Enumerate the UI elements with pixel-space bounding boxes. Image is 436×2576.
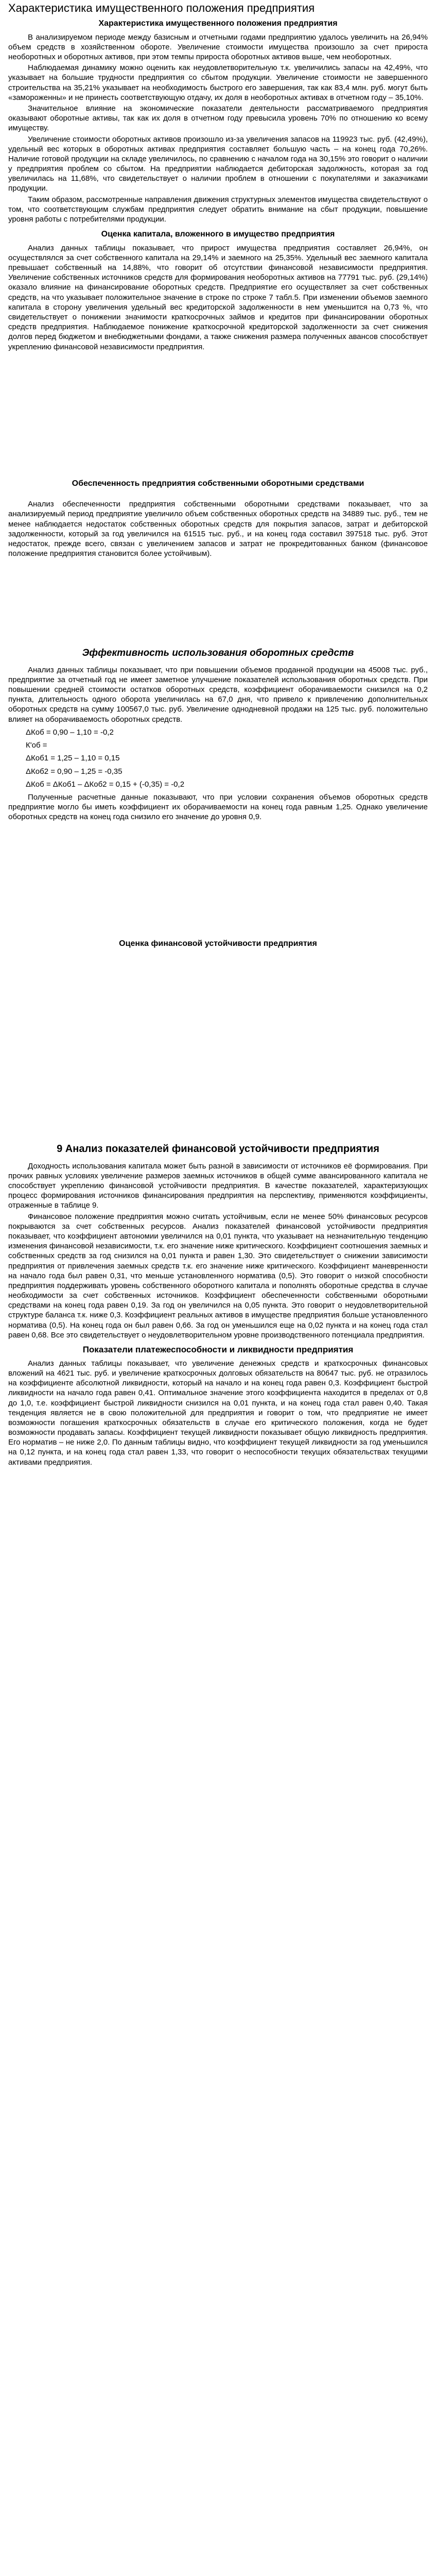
formula-line: ΔКоб = ΔКоб1 – ΔКоб2 = 0,15 + (-0,35) = -0,2 [26, 779, 185, 789]
section-heading: Эффективность использования оборотных средств [82, 648, 354, 659]
paragraph: Полученные расчетные данные показывают, что при условии сохранения объемов оборотных средств предприятие могло бы иметь коэффициент их оборачиваемости на конец года равным 1,25. Однако увеличение оборотных средств на конец года снизило его значение до уровня 0,9. [8, 793, 428, 822]
paragraph: Анализ данных таблицы показывает, что увеличение денежных средств и краткосрочных финансовых вложений на 4621 тыс. руб. и увеличение краткосрочных долговых обязательств на 80647 тыс. руб. не отразилось на коэффициенте абсолютной ликвидности, который на начало и на конец года равен 0,3. Коэффициент быстрой ликвидности на начало года равен 0,41. Оптимальное значение этого коэффициента находится в пределах от 0,8 до 1,0, т.е. коэффициент быстрой ликвидности снизился на 0,01 пункта, и на конец года стал равен 0,40. Такая тенденция является не в свою положительной для предприятия и говорит о том, что предприятие не имеет возможности погашения краткосрочных обязательств в случае его критического положения, когда не будет возможности продавать запасы. Коэффициент текущей ликвидности показывает общую ликвидность предприятия. Его норматив – не ниже 2,0. По данным таблицы видно, что коэффициент текущей ликвидности за год уменьшился на 0,12 пункта, и на конец года стал равен 1,33, что говорит о неспособности текущих обязательствах текущими активами предприятия. [8, 1359, 428, 1467]
section-property-status [8, 19, 428, 224]
blank-space [8, 560, 428, 647]
section-heading: Показатели платежеспособности и ликвидности предприятия [82, 1345, 354, 1354]
formula-block [26, 726, 428, 790]
formula-line: ΔКоб1 = 1,25 – 1,10 = 0,15 [26, 754, 120, 763]
document-page [0, 1, 436, 1467]
formula-line: К'об = [26, 741, 47, 750]
section-own-working-capital [8, 479, 428, 559]
paragraph: Значительное влияние на экономические показатели деятельности рассматриваемого предприятия оказывают оборотные активы, так как их доля в отчетном году превысила уровень 70% по отношению ко всему имуществу. [8, 104, 428, 133]
paragraph: Доходность использования капитала может быть разной в зависимости от источников её формирования. При прочих равных условиях увеличение размеров заемных источников в общей сумме авансированного капитала не способствует укреплению финансовой устойчивости предприятия. В качестве показателей, характеризующих процесс формирования источников финансирования предприятия на перспективу, применяются коэффициенты, отраженные в таблице 9. [8, 1161, 428, 1210]
paragraph: Наблюдаемая динамику можно оценить как неудовлетворительную т.к. увеличились запасы на 42,49%, что указывает на большие трудности предприятия со сбытом продукции. Увеличение стоимости не завершенного строительства на 35,21% указывает на необходимость быстрого его завершения, так как 83,4 млн. руб. могут быть «замороженны» и не принесть соответствующую отдачу, их доля в необоротных активах в отчетном году – 35,10%. [8, 63, 428, 102]
blank-space [8, 952, 428, 1143]
paragraph: Анализ данных таблицы показывает, что прирост имущества предприятия составляет 26,94%, он осуществлялся за счет собственного капитала на 29,14% и заемного на 25,35%. Удельный вес заемного капитала превышает собственный на 14,88%, что говорит об отсутствии финансовой независимости предприятия. Увеличение собственных источников средств для формирования необоротных активов на 77791 тыс. руб. (29,14%) оказало влияние на финансирование оборотных средств. Предприятие его осуществляет за счет собственных средств, на что указывает положительное значение в строке по строке 7 табл.5. При изменении объемов заемного капитала в сторону увеличения удельный вес кредиторской задолженности в нем уменьшится на 0,73 %, что свидетельствует о понижении значимости краткосрочных займов и кредитов при финансировании оборотных средств предприятия. Наблюдаемое понижение краткосрочной кредиторской задолженности за счет снижения долгов перед бюджетом и внебюджетными фондами, а также снижения размера полученных авансов способствует укреплению финансовой независимости предприятия. [8, 243, 428, 351]
section-financial-stability-indicators [8, 1143, 428, 1340]
section-heading: Обеспеченность предприятия собственными оборотными средствами [72, 479, 364, 488]
section-heading: 9 Анализ показателей финансовой устойчивости предприятия [57, 1143, 379, 1155]
formula-line: ΔКоб2 = 0,90 – 1,25 = -0,35 [26, 767, 123, 776]
paragraph: В анализируемом периоде между базисным и отчетными годами предприятию удалось увеличить на 26,94% объем средств в хозяйственном обороте. Увеличение стоимости имущества произошло за счет прироста необоротных и оборотных активов, при этом темпы прироста оборотных активов выше, чем необоротных. [8, 32, 428, 61]
formula-line: ΔКоб = 0,90 – 1,10 = -0,2 [26, 727, 114, 737]
section-heading: Оценка финансовой устойчивости предприятия [119, 939, 317, 948]
blank-space [8, 353, 428, 477]
paragraph: Увеличение стоимости оборотных активов произошло из-за увеличения запасов на 119923 тыс. руб. (42,49%), удельный вес которых в оборотных активах предприятия составляет большую часть – на конец года 70,26%. Наличие готовой продукции на складе увеличилось, по сравнению с началом года на 30,15% это говорит о наличии у предприятия проблем со сбытом. На предприятии наблюдается дебиторская задолжность, которая за год увеличилась на 11,68%, что свидетельствует о наличии проблем в отношении с покупателями и заказчиками продукции. [8, 134, 428, 193]
document-title: Характеристика имущественного положения предприятия [8, 2, 315, 14]
blank-space [8, 823, 428, 937]
section-financial-stability-assessment [8, 939, 428, 949]
section-working-capital-efficiency [8, 647, 428, 822]
section-solvency-liquidity [8, 1344, 428, 1467]
section-heading: Характеристика имущественного положения предприятия [98, 19, 338, 28]
section-capital-assessment [8, 229, 428, 352]
paragraph: Таким образом, рассмотренные направления движения структурных элементов имущества свидетельствуют о том, что соответствующим службам предприятия следует обратить внимание на сбыт продукции, повышение уровня работы с потребителями продукции. [8, 195, 428, 224]
section-heading: Оценка капитала, вложенного в имущество предприятия [101, 230, 335, 239]
paragraph: Финансовое положение предприятия можно считать устойчивым, если не менее 50% финансовых ресурсов покрываются за счет собственных ресурсов. Анализ показателей финансовой устойчивости предприятия показывает, что коэффициент автономии увеличился на 0,01 пункта, что указывает на незначительную тенденцию изменения финансовой независимости, т.к. его значение ниже критического. Коэффициент соотношения заемных и собственных средств за год снизился на 0,01 пункта и равен 1,30. Это свидетельствует о снижении зависимости предприятия от привлечения заемных средств т.к. его значение ниже критического. Коэффициент маневренности на начало года был равен 0,31, что меньше установленного норматива (0,5). Это говорит о низкой способности предприятия поддерживать уровень собственного оборотного капитала и пополнять оборотные средства в случае необходимости за счет собственных источников. Коэффициент обеспеченности собственными оборотными средствами на конец года равен 0,19. За год он увеличился на 0,05 пункта. Это говорит о неудовлетворительной структуре баланса т.к. ниже 0,3. Коэффициент реальных активов в имуществе предприятия больше установленного норматива (0,5). На конец года он был равен 0,66. За год он уменьшился еще на 0,02 пункта и на конец года стал равен 0,68. Все это свидетельствует о неудовлетворительном уровне производственного потенциала предприятия. [8, 1212, 428, 1340]
paragraph: Анализ данных таблицы показывает, что при повышении объемов проданной продукции на 45008 тыс. руб., предприятие за отчетный год не имеет заметное улучшение показателей использования оборотных средств. При повышении средней стоимости остатков оборотных средств, коэффициент оборачиваемости снизился на 0,2 пункта, длительность одного оборота увеличилась на 67,0 дня, что привело к привлечению дополнительных оборотных средств на сумму 100567,0 тыс. руб. Увеличение однодневной продажи на 125 тыс. руб. положительно влияет на оборачиваемость оборотных средств. [8, 665, 428, 724]
paragraph: Анализ обеспеченности предприятия собственными оборотными средствами показывает, что за анализируемый период предприятие увеличило объем собственных оборотных средств на 34889 тыс. руб., тем не менее наблюдается недостаток собственных оборотных средств для покрытия запасов, затрат и дебиторской задолженности, который за год увеличился на 61515 тыс. руб., и на конец года составил 397518 тыс. руб. Этот недостаток, прежде всего, связан с увеличением запасов и затрат не прокредитованных банком (финансовое положение предприятия становится более устойчивым). [8, 500, 428, 558]
